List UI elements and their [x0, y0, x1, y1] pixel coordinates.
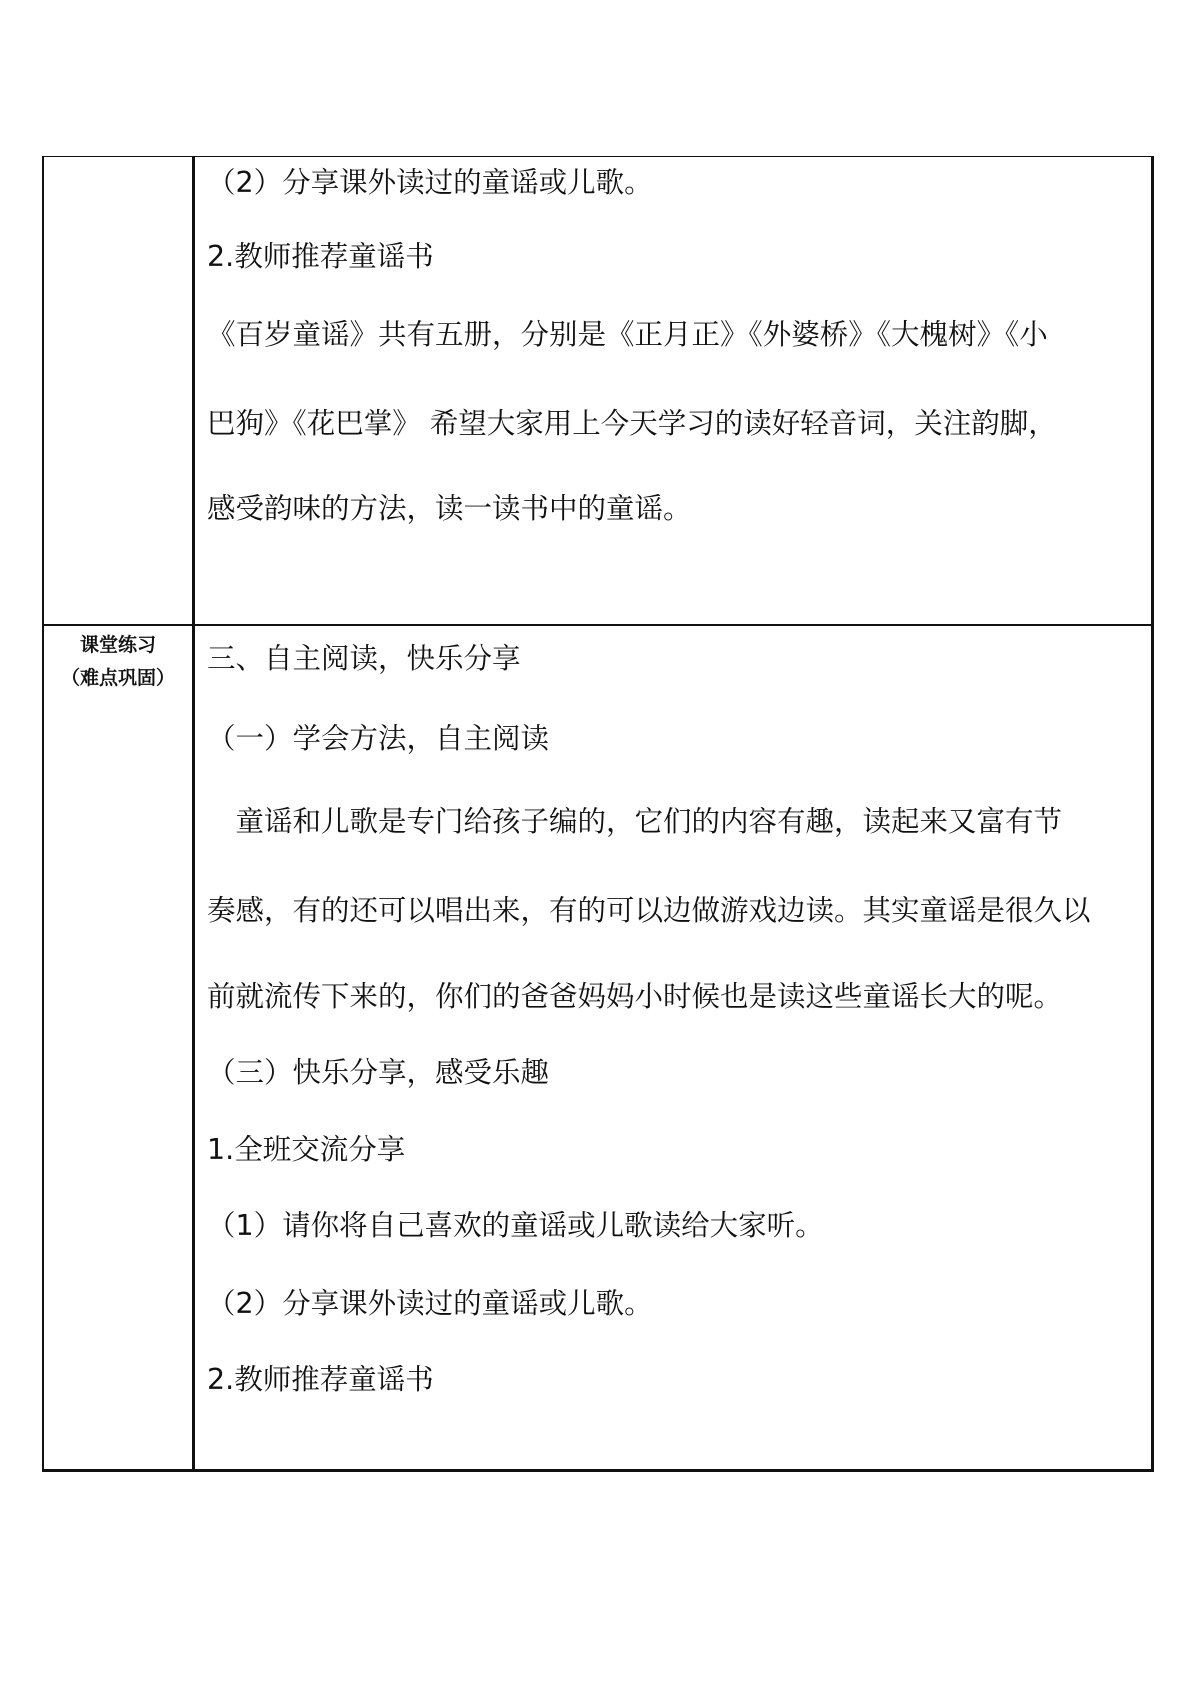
row2-item-1-2: （2）分享课外读过的童谣或儿歌。 [207, 1287, 653, 1320]
row2-paragraph-line-1: 童谣和儿歌是专门给孩子编的，它们的内容有趣，读起来又富有节 [207, 805, 1063, 838]
row1-line-5: 感受韵味的方法，读一读书中的童谣。 [207, 492, 692, 525]
row2-subheading-1: （一）学会方法，自主阅读 [207, 722, 550, 755]
row2-paragraph-line-2: 奏感，有的还可以唱出来，有的可以边做游戏边读。其实童谣是很久以 [207, 894, 1091, 927]
lesson-plan-table [42, 156, 1154, 1472]
row1-line-4: 巴狗》《花巴掌》 希望大家用上今天学习的读好轻音词，关注韵脚， [207, 407, 1057, 440]
row1-line-2: 2.教师推荐童谣书 [207, 240, 434, 273]
row2-label [44, 629, 192, 695]
row1-line-1: （2）分享课外读过的童谣或儿歌。 [207, 166, 653, 199]
row2-subheading-3: （三）快乐分享，感受乐趣 [207, 1056, 550, 1089]
row2-heading: 三、自主阅读，快乐分享 [207, 642, 521, 675]
row1-line-3: 《百岁童谣》共有五册，分别是《正月正》《外婆桥》《大槐树》《小 [207, 318, 1048, 351]
row2-item-1: 1.全班交流分享 [207, 1133, 406, 1166]
row-divider [44, 624, 1151, 626]
row2-paragraph-line-3: 前就流传下来的，你们的爸爸妈妈小时候也是读这些童谣长大的呢。 [207, 980, 1063, 1013]
row2-label-line-2: （难点巩固） [60, 667, 175, 689]
row2-label-line-1: 课堂练习 [79, 634, 156, 656]
column-divider [192, 157, 195, 1469]
row2-item-2: 2.教师推荐童谣书 [207, 1363, 434, 1396]
row2-item-1-1: （1）请你将自己喜欢的童谣或儿歌读给大家听。 [207, 1209, 824, 1242]
